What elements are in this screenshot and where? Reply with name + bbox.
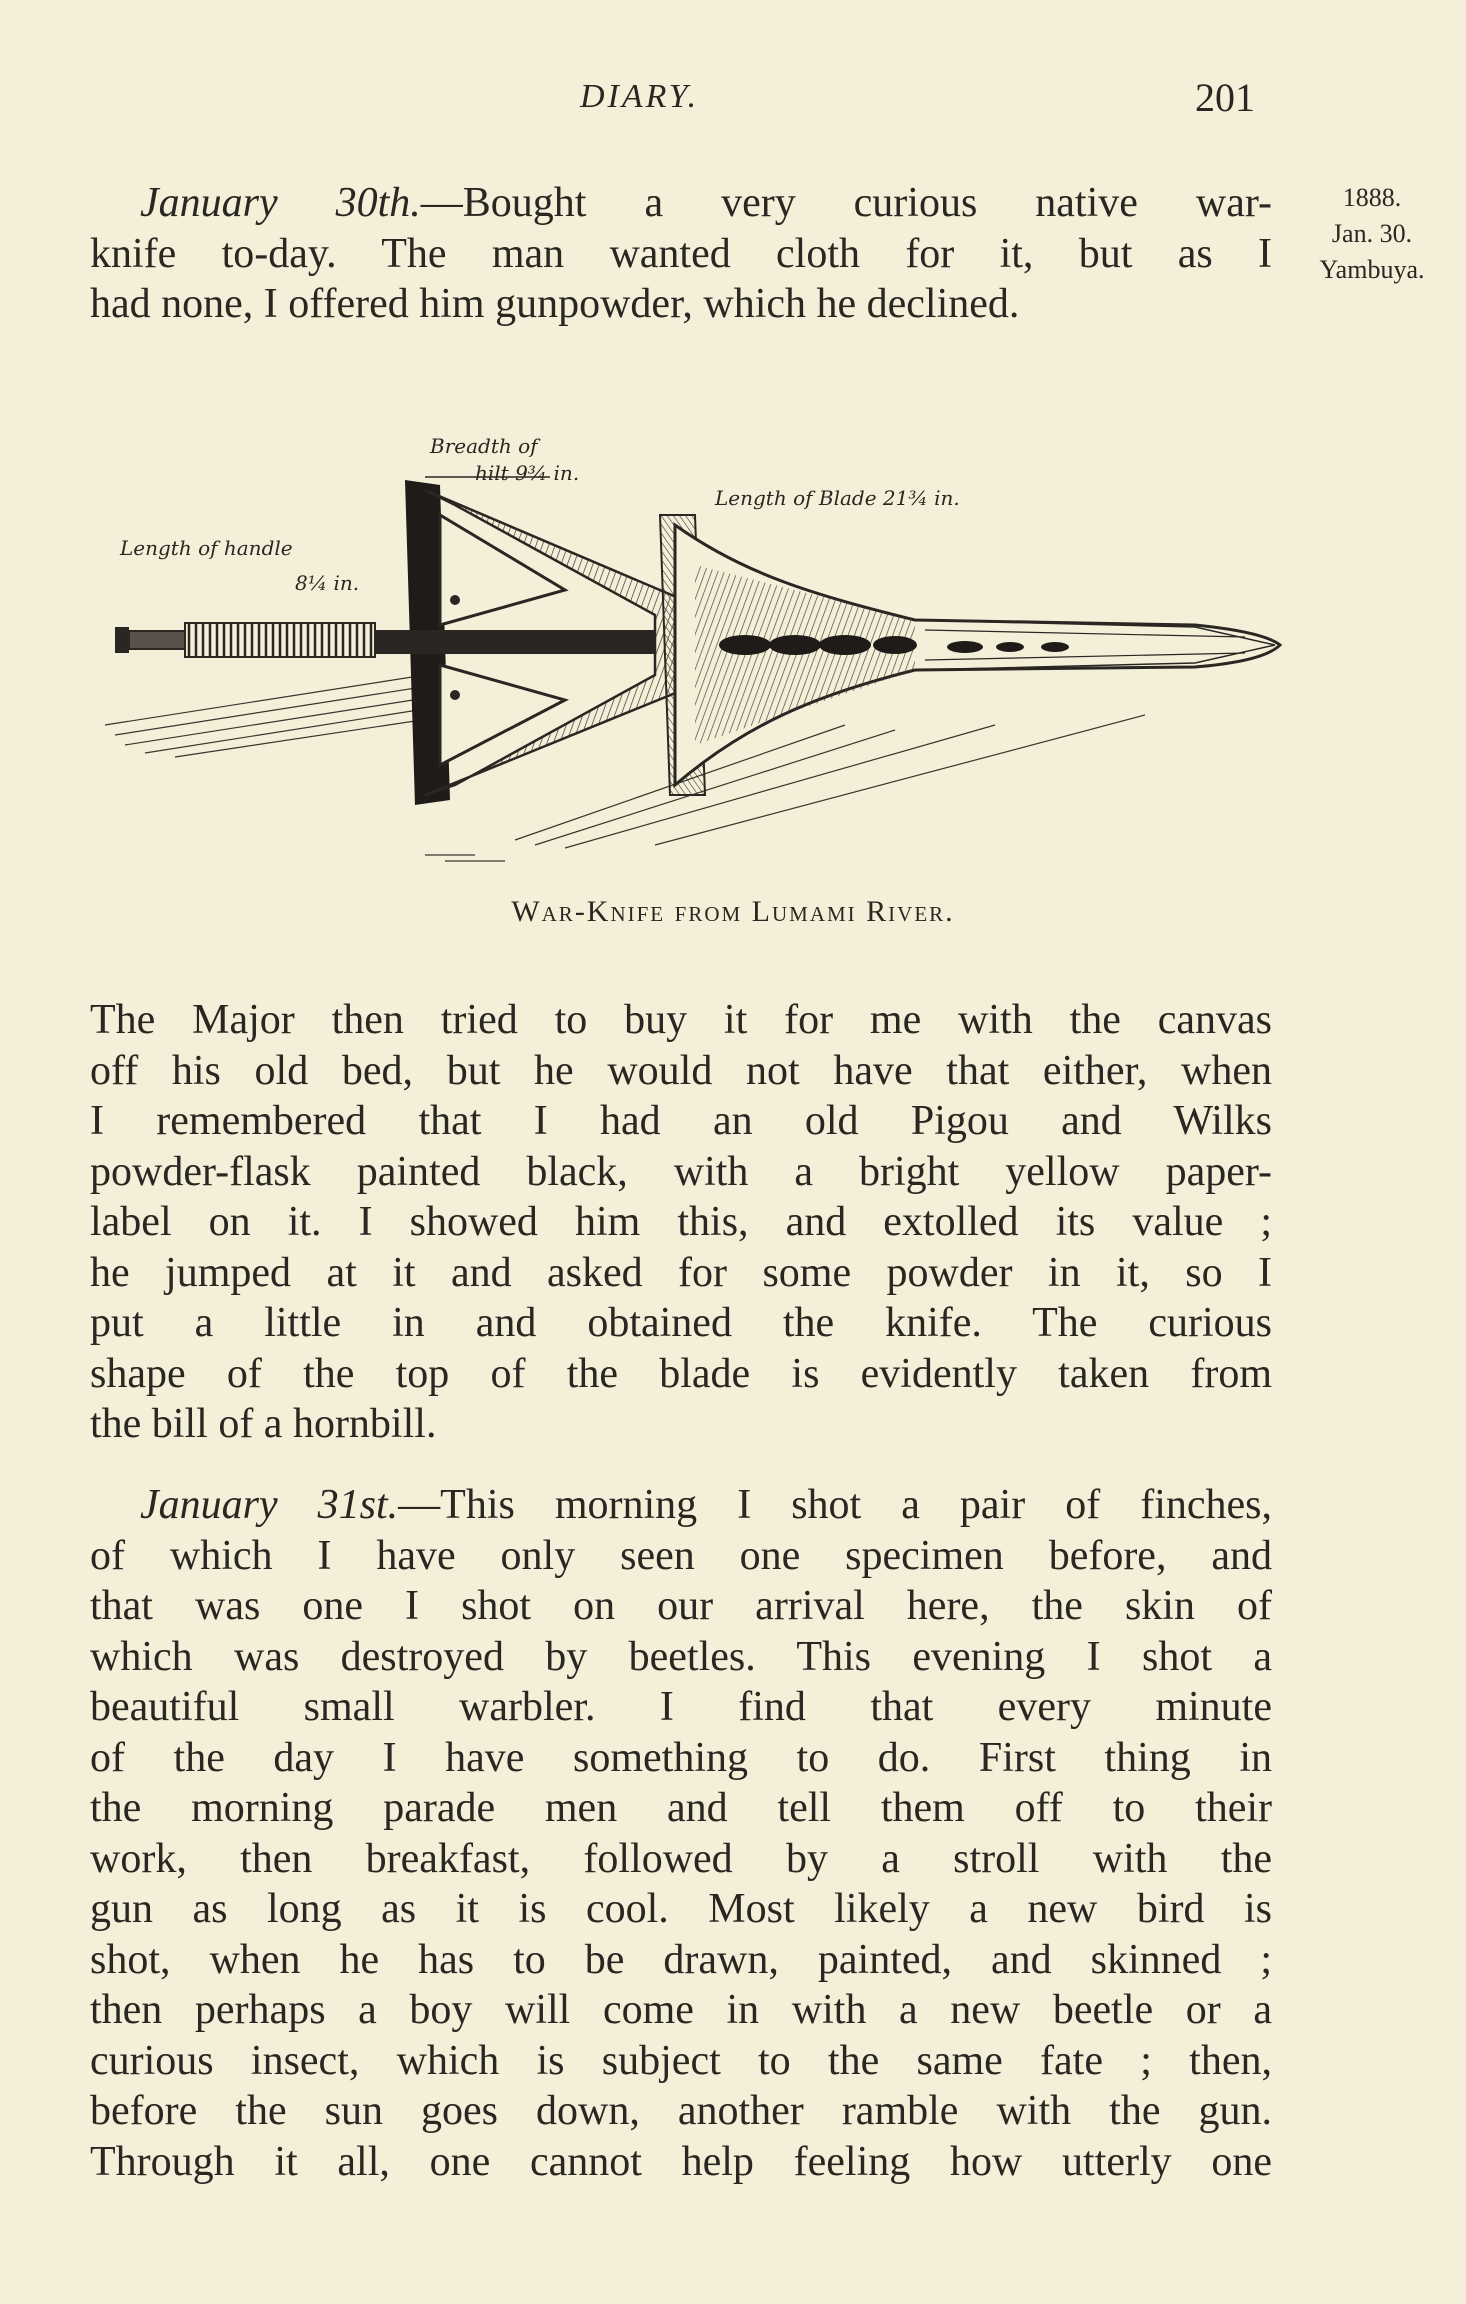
page-number: 201 bbox=[1195, 75, 1255, 120]
running-title: DIARY. bbox=[580, 78, 700, 115]
text-line: I remembered that I had an old Pigou and Wilks bbox=[90, 1098, 1272, 1144]
text-line: label on it. I showed him this, and extolled its value ; bbox=[90, 1199, 1272, 1245]
text-line: January 31st.—This morning I shot a pair of finches, bbox=[140, 1482, 1272, 1528]
text-line: he jumped at it and asked for some powder in it, so I bbox=[90, 1249, 1272, 1296]
margin-place: Yambuya. bbox=[1319, 255, 1425, 284]
text-line: put a little in and obtained the knife. The curious bbox=[90, 1300, 1272, 1346]
knife-handle bbox=[115, 623, 375, 657]
text-line: of the day I have something to do. First thing in bbox=[90, 1734, 1272, 1781]
knife-blade bbox=[675, 525, 1280, 785]
running-head bbox=[0, 75, 1466, 128]
paragraph-jan-30 bbox=[90, 178, 1272, 330]
label-blade-length: Length of Blade 21¾ in. bbox=[715, 486, 960, 510]
text-line: gun as long as it is cool. Most likely a new bird is bbox=[90, 1886, 1272, 1932]
text-line: work, then breakfast, followed by a stroll with the bbox=[90, 1835, 1272, 1882]
text-line: the bill of a hornbill. bbox=[90, 1401, 437, 1447]
label-handle-line1: Length of handle bbox=[120, 536, 293, 560]
paragraph-jan-31 bbox=[90, 1480, 1272, 2187]
text-line: of which I have only seen one specimen before, and bbox=[90, 1532, 1272, 1579]
margin-year: 1888. bbox=[1342, 183, 1402, 212]
label-breadth-line1: Breadth of bbox=[430, 434, 538, 458]
knife-hilt bbox=[375, 480, 705, 805]
label-handle-line2: 8¼ in. bbox=[295, 571, 360, 595]
text-line: curious insect, which is subject to the same fate ; then, bbox=[90, 2037, 1272, 2084]
text-line: had none, I offered him gunpowder, which he declined. bbox=[90, 281, 1020, 327]
text-line: before the sun goes down, another ramble with the gun. bbox=[90, 2088, 1272, 2134]
margin-date: Jan. 30. bbox=[1331, 219, 1413, 248]
text-line: shot, when he has to be drawn, painted, and skinned ; bbox=[90, 1936, 1272, 1983]
text-line: off his old bed, but he would not have that either, when bbox=[90, 1047, 1272, 1094]
war-knife-drawing bbox=[95, 405, 1345, 865]
text-line: shape of the top of the blade is evidently taken from bbox=[90, 1350, 1272, 1397]
text-line: knife to-day. The man wanted cloth for it, but as I bbox=[90, 230, 1272, 277]
margin-note bbox=[1292, 180, 1452, 288]
entry-date: January 31st. bbox=[140, 1482, 399, 1528]
text-line: January 30th.—Bought a very curious native war- bbox=[140, 180, 1272, 226]
text-line: that was one I shot on our arrival here, the skin of bbox=[90, 1583, 1272, 1629]
text-line: powder-flask painted black, with a bright yellow paper- bbox=[90, 1148, 1272, 1195]
war-knife-illustration bbox=[95, 405, 1345, 865]
text-line: The Major then tried to buy it for me with the canvas bbox=[90, 997, 1272, 1043]
text-line: beautiful small warbler. I find that every minute bbox=[90, 1684, 1272, 1730]
text-line: which was destroyed by beetles. This evening I shot a bbox=[90, 1633, 1272, 1680]
text-line: Through it all, one cannot help feeling how utterly one bbox=[90, 2138, 1272, 2185]
text-line: then perhaps a boy will come in with a new beetle or a bbox=[90, 1987, 1272, 2033]
figure-caption: War-Knife from Lumami River. bbox=[511, 895, 955, 928]
text-line: the morning parade men and tell them off to their bbox=[90, 1785, 1272, 1831]
label-breadth-line2: hilt 9¾ in. bbox=[475, 461, 580, 485]
entry-date: January 30th. bbox=[140, 180, 421, 226]
paragraph-major bbox=[90, 995, 1272, 1450]
